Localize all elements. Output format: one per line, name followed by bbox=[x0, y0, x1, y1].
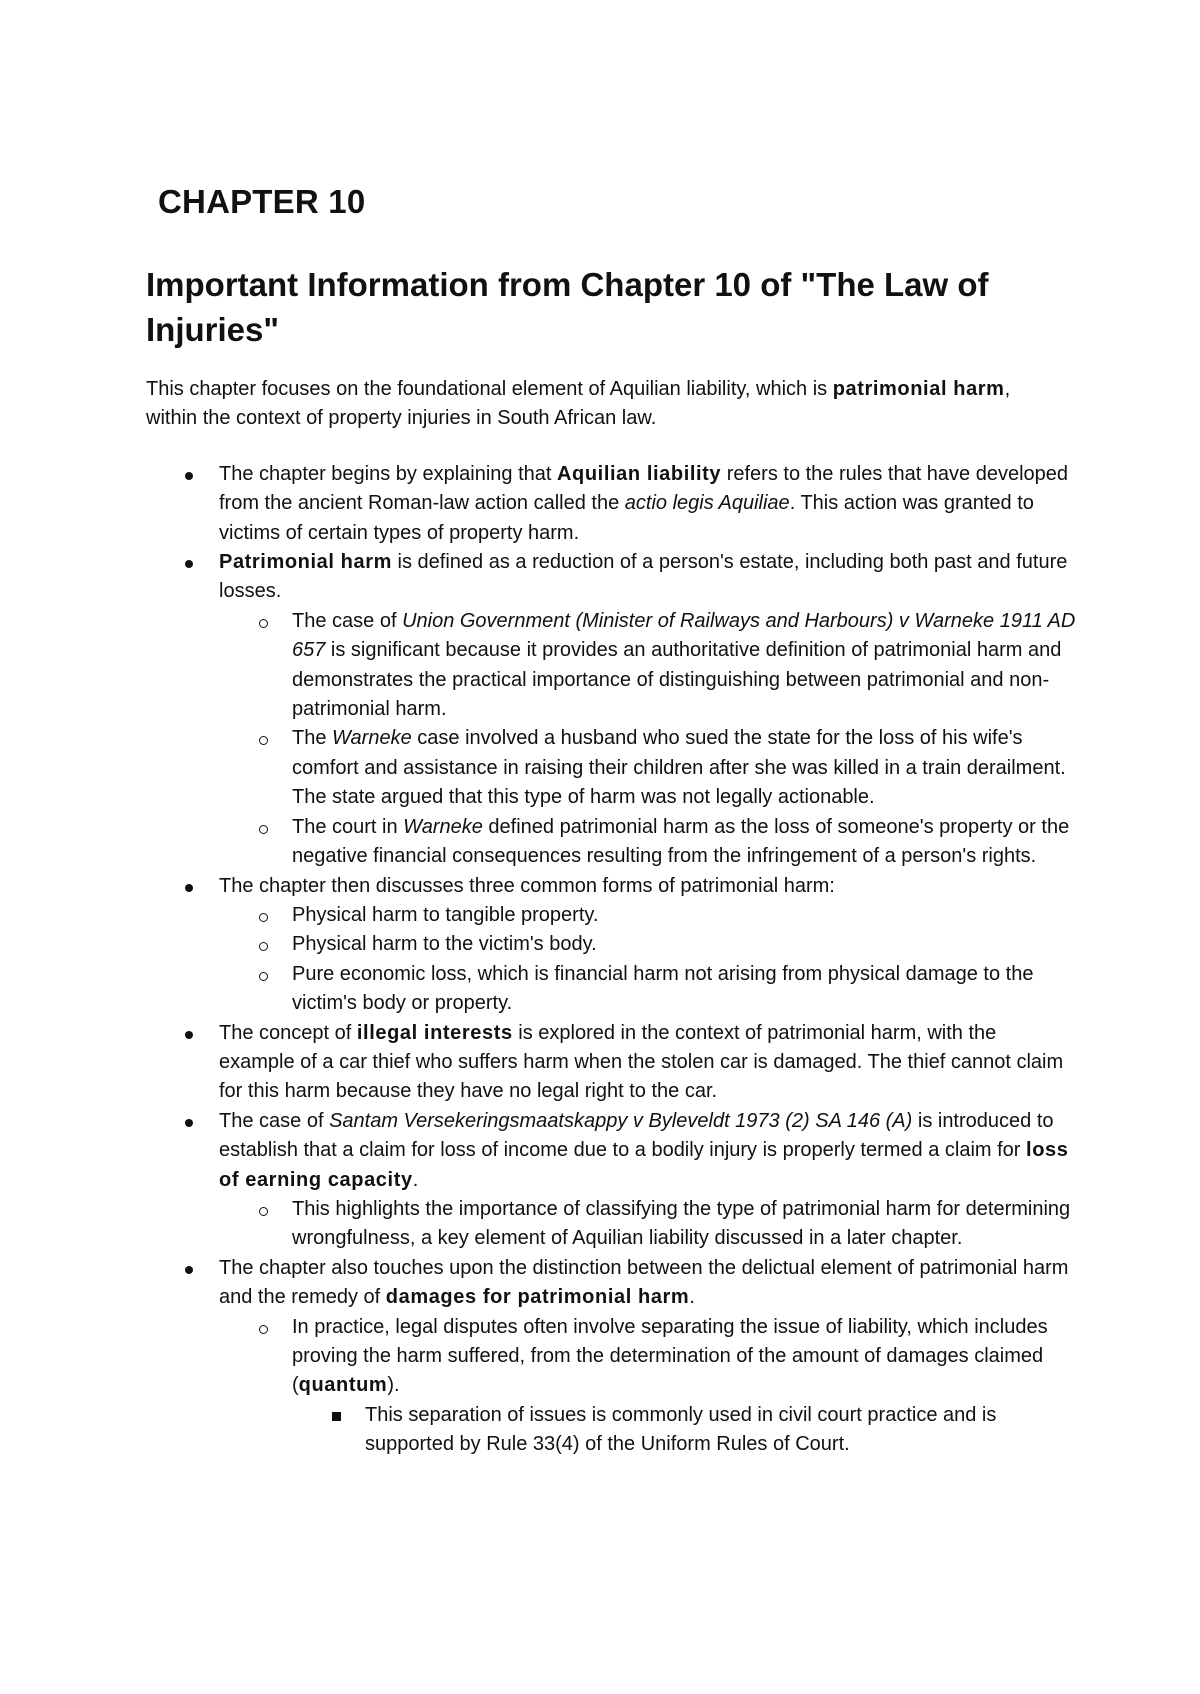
hollow-bullet-icon bbox=[259, 942, 268, 951]
filled-bullet-icon bbox=[185, 472, 193, 480]
hollow-bullet-icon bbox=[259, 1207, 268, 1216]
list-item-text bbox=[219, 1110, 1068, 1191]
text-segment: is introduced to establish that a claim for loss of income due to a bodily injury is properly termed a claim for bbox=[219, 1109, 1054, 1162]
text-segment: refers to the rules that have developed from the ancient Roman-law action called the bbox=[219, 462, 1069, 515]
list-item bbox=[219, 930, 1076, 959]
chapter-heading: CHAPTER 10 bbox=[158, 183, 366, 220]
nested-list bbox=[219, 1313, 1076, 1460]
text-segment: The chapter then discusses three common forms of patrimonial harm: bbox=[219, 874, 835, 897]
list-item bbox=[146, 1254, 1076, 1460]
filled-bullet-icon bbox=[185, 1266, 193, 1274]
nested-list bbox=[219, 901, 1076, 1019]
nested-list bbox=[292, 1401, 1076, 1460]
list-item-text bbox=[292, 1316, 1048, 1397]
list-item bbox=[146, 1019, 1076, 1107]
bold-text: damages for patrimonial harm bbox=[385, 1286, 690, 1309]
text-segment: The chapter begins by explaining that bbox=[219, 462, 557, 485]
list-item-text bbox=[219, 551, 1067, 602]
list-item bbox=[146, 1107, 1076, 1254]
hollow-bullet-icon bbox=[259, 913, 268, 922]
bold-text: Patrimonial harm bbox=[219, 551, 392, 574]
text-segment: The concept of bbox=[219, 1021, 357, 1044]
italic-text: Union Government (Minister of Railways and Harbours) v Warneke 1911 AD 657 bbox=[292, 609, 1076, 662]
text-segment: Physical harm to the victim's body. bbox=[292, 933, 597, 956]
text-segment: The chapter also touches upon the distinction between the delictual element of patrimonial harm and the remedy of bbox=[219, 1256, 1069, 1309]
list-item-text bbox=[365, 1404, 996, 1455]
list-item-text bbox=[292, 816, 1069, 867]
text-segment: is defined as a reduction of a person's estate, including both past and future losses. bbox=[219, 551, 1068, 603]
list-item bbox=[146, 872, 1076, 1019]
bold-text: illegal interests bbox=[356, 1021, 513, 1044]
list-item bbox=[292, 1401, 1076, 1460]
list-item bbox=[219, 1195, 1076, 1254]
text-segment: is significant because it provides an authoritative definition of patrimonial harm and demonstrates the practical importance of distinguishing between patrimonial and non-patrimonial harm. bbox=[292, 639, 1062, 721]
list-item bbox=[219, 901, 1076, 930]
filled-bullet-icon bbox=[185, 1119, 193, 1127]
text-segment: case involved a husband who sued the state for the loss of his wife's comfort and assistance in raising their children after she was killed in a train derailment. The state argued that this type of harm was not legally actionable. bbox=[292, 727, 1066, 809]
list-item-text bbox=[219, 1257, 1068, 1308]
bold-text: patrimonial harm bbox=[832, 378, 1005, 400]
bold-text: loss of earning capacity bbox=[219, 1139, 1069, 1191]
list-item-text bbox=[292, 933, 597, 955]
list-item bbox=[219, 1313, 1076, 1460]
text-segment: This separation of issues is commonly used in civil court practice and is supported by Rule 33(4) of the Uniform Rules of Court. bbox=[365, 1403, 997, 1456]
list-item-text bbox=[292, 727, 1066, 808]
text-segment: The case of bbox=[292, 609, 403, 632]
text-segment: Physical harm to tangible property. bbox=[292, 903, 599, 926]
text-segment: This highlights the importance of classifying the type of patrimonial harm for determining wrongfulness, a key element of Aquilian liability discussed in a later chapter. bbox=[292, 1197, 1071, 1250]
list-item-text bbox=[292, 963, 1033, 1014]
list-item-text bbox=[292, 1198, 1070, 1249]
list-item bbox=[146, 548, 1076, 871]
text-segment: , within the context of property injuries in South African law. bbox=[146, 378, 1011, 430]
list-item-text bbox=[292, 610, 1075, 720]
list-item-text bbox=[292, 904, 598, 926]
list-item bbox=[219, 607, 1076, 725]
list-item bbox=[146, 460, 1076, 548]
hollow-bullet-icon bbox=[259, 972, 268, 981]
bold-text: quantum bbox=[298, 1374, 388, 1397]
text-segment: In practice, legal disputes often involve separating the issue of liability, which includes proving the harm suffered, from the determination of the amount of damages claimed ( bbox=[292, 1315, 1048, 1397]
list-item bbox=[219, 813, 1076, 872]
text-segment: . bbox=[412, 1168, 419, 1191]
list-item-text bbox=[219, 1022, 1063, 1103]
text-segment: Pure economic loss, which is financial harm not arising from physical damage to the victim's body or property. bbox=[292, 962, 1034, 1015]
hollow-bullet-icon bbox=[259, 736, 268, 745]
text-segment: defined patrimonial harm as the loss of someone's property or the negative financial consequences resulting from the infringement of a person's rights. bbox=[292, 815, 1070, 868]
nested-list bbox=[219, 1195, 1076, 1254]
text-segment: . bbox=[689, 1286, 695, 1309]
filled-bullet-icon bbox=[185, 884, 193, 892]
text-segment: The court in bbox=[292, 815, 404, 838]
text-segment: is explored in the context of patrimonial harm, with the example of a car thief who suffers harm when the stolen car is damaged. The thief cannot claim for this harm because they have no legal right to the car. bbox=[219, 1021, 1064, 1103]
text-segment: . This action was granted to victims of certain types of property harm. bbox=[219, 492, 1034, 544]
square-bullet-icon bbox=[332, 1412, 341, 1421]
filled-bullet-icon bbox=[185, 1031, 193, 1039]
italic-text: actio legis Aquiliae bbox=[624, 492, 790, 515]
bullet-list bbox=[146, 460, 1076, 1460]
italic-text: Santam Versekeringsmaatskappy v Byleveldt 1973 (2) SA 146 (A) bbox=[329, 1109, 913, 1132]
text-segment: This chapter focuses on the foundational element of Aquilian liability, which is bbox=[146, 378, 833, 400]
text-segment: ). bbox=[387, 1374, 400, 1397]
list-item-text bbox=[219, 875, 835, 897]
list-item bbox=[219, 724, 1076, 812]
intro-paragraph bbox=[146, 375, 1066, 434]
document-body bbox=[146, 375, 1076, 1460]
list-item bbox=[219, 960, 1076, 1019]
bold-text: Aquilian liability bbox=[557, 462, 722, 485]
italic-text: Warneke bbox=[332, 727, 412, 750]
hollow-bullet-icon bbox=[259, 1325, 268, 1334]
hollow-bullet-icon bbox=[259, 619, 268, 628]
text-segment: The case of bbox=[219, 1109, 330, 1132]
nested-list bbox=[219, 607, 1076, 872]
filled-bullet-icon bbox=[185, 560, 193, 568]
list-item-text bbox=[219, 463, 1068, 544]
text-segment: The bbox=[292, 727, 333, 750]
hollow-bullet-icon bbox=[259, 825, 268, 834]
italic-text: Warneke bbox=[403, 815, 483, 838]
document-title: Important Information from Chapter 10 of "The Law of Injuries" bbox=[146, 266, 989, 348]
